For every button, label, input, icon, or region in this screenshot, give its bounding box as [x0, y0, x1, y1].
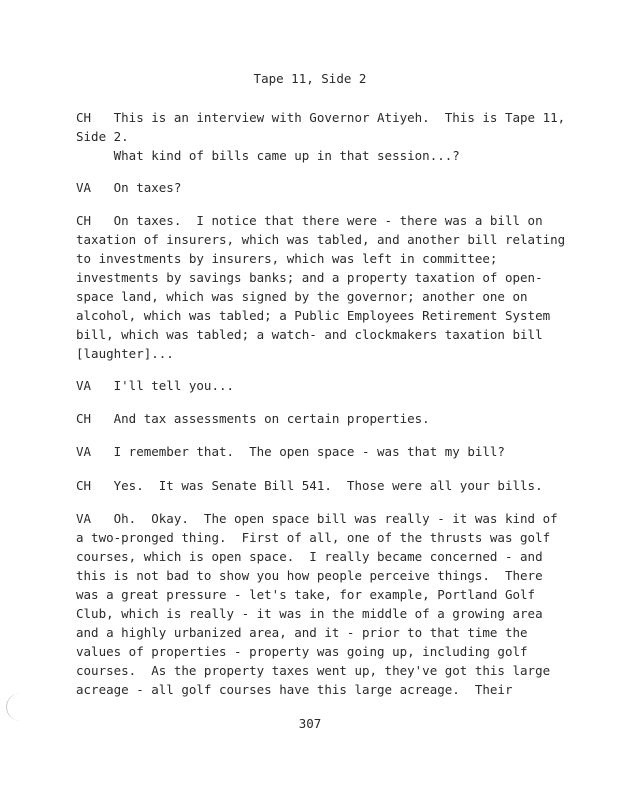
text-line: values of properties - property was going up, including golf	[76, 644, 528, 659]
text-line: courses. As the property taxes went up, they've got this large	[76, 663, 551, 678]
text-line: VA Oh. Okay. The open space bill was really - it was kind of	[76, 511, 558, 526]
text-line: space land, which was signed by the governor; another one on	[76, 289, 528, 304]
page-number: 307	[298, 716, 322, 731]
text-line: CH And tax assessments on certain properties.	[76, 411, 430, 426]
page-title: Tape 11, Side 2	[253, 71, 367, 86]
text-line: VA On taxes?	[76, 180, 182, 195]
text-line: Club, which is really - it was in the middle of a growing area	[76, 606, 543, 621]
text-line: investments by savings banks; and a property taxation of open-	[76, 270, 543, 285]
text-line: to investments by insurers, which was left in committee;	[76, 251, 498, 266]
text-line: and a highly urbanized area, and it - prior to that time the	[76, 625, 528, 640]
text-line: courses, which is open space. I really became concerned - and	[76, 549, 543, 564]
text-line: Side 2.	[76, 129, 129, 144]
text-line: was a great pressure - let's take, for example, Portland Golf	[76, 587, 536, 602]
text-line: this is not bad to show you how people perceive things. There	[76, 568, 543, 583]
text-line: What kind of bills came up in that session...?	[76, 148, 460, 163]
text-line: VA I remember that. The open space - was that my bill?	[76, 444, 505, 459]
text-line: CH This is an interview with Governor Atiyeh. This is Tape 11,	[76, 110, 566, 125]
text-line: alcohol, which was tabled; a Public Employees Retirement System	[76, 308, 551, 323]
text-line: [laughter]...	[76, 346, 174, 361]
text-line: CH On taxes. I notice that there were - there was a bill on	[76, 213, 543, 228]
text-line: bill, which was tabled; a watch- and clockmakers taxation bill	[76, 327, 543, 342]
scan-margin-mark	[6, 693, 35, 721]
text-line: VA I'll tell you...	[76, 378, 235, 393]
text-line: taxation of insurers, which was tabled, and another bill relating	[76, 232, 566, 247]
text-line: acreage - all golf courses have this large acreage. Their	[76, 682, 513, 697]
text-line: CH Yes. It was Senate Bill 541. Those were all your bills.	[76, 478, 543, 493]
text-line: a two-pronged thing. First of all, one of the thrusts was golf	[76, 530, 551, 545]
